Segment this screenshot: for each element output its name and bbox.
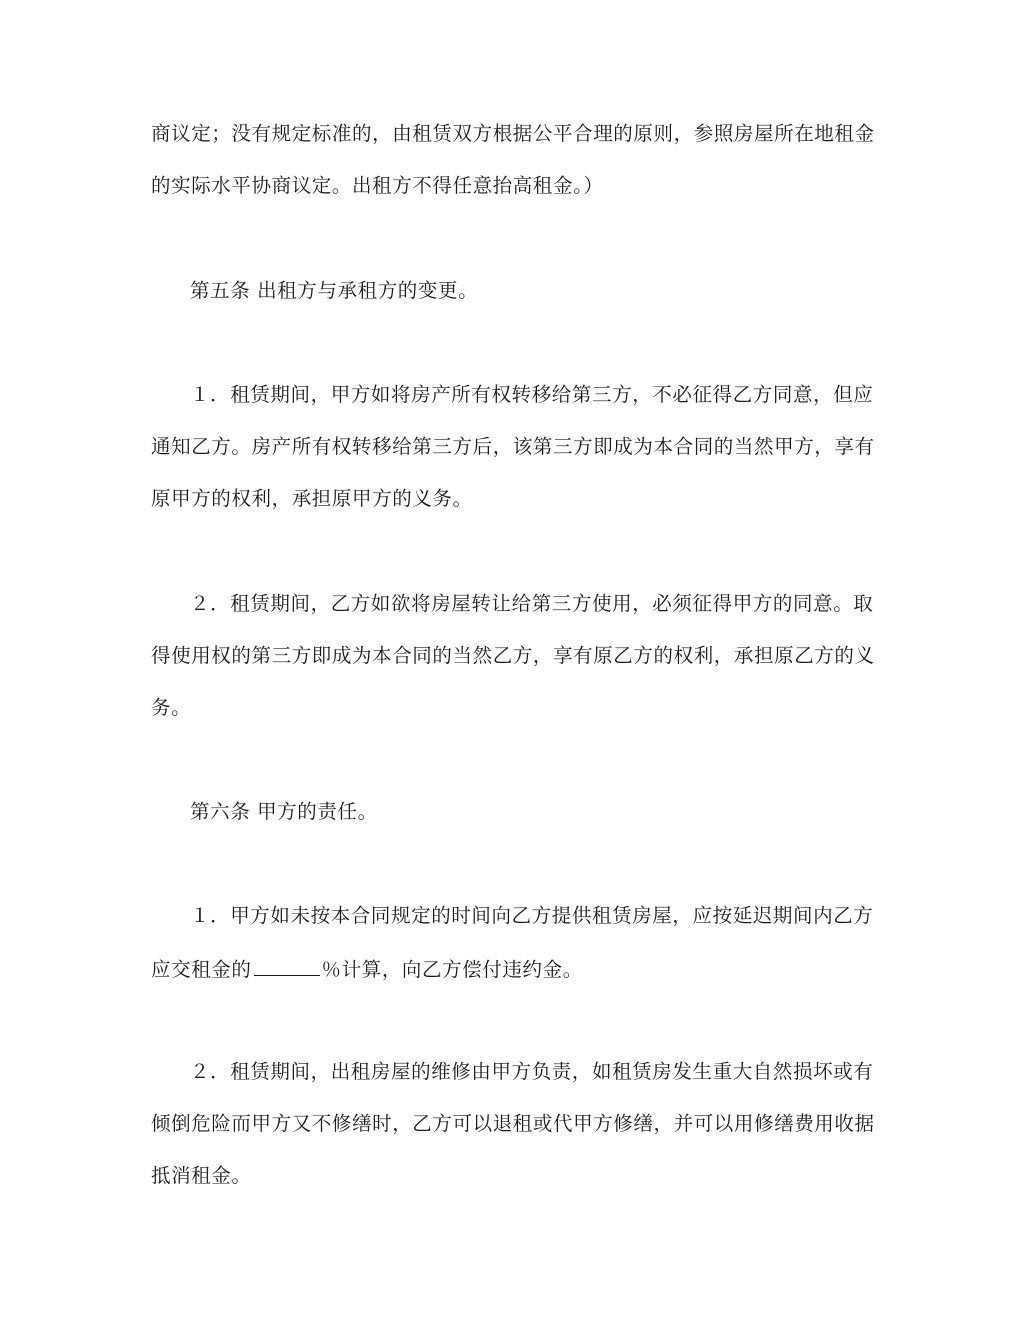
paragraph-line: １．租赁期间，甲方如将房产所有权转移给第三方，不必征得乙方同意，但应	[190, 383, 874, 406]
paragraph-line: 的实际水平协商议定。出租方不得任意抬高租金。）	[151, 174, 604, 197]
paragraph-line: 商议定；没有规定标准的，由租赁双方根据公平合理的原则，参照房屋所在地租金	[151, 122, 875, 145]
paragraph-line	[151, 955, 871, 983]
text-segment: 应交租金的	[151, 958, 252, 981]
paragraph-line: ２．租赁期间，乙方如欲将房屋转让给第三方使用，必须征得甲方的同意。取	[190, 592, 874, 615]
paragraph-line: 倾倒危险而甲方又不修缮时，乙方可以退租或代甲方修缮，并可以用修缮费用收据	[151, 1112, 875, 1135]
paragraph-line: 抵消租金。	[151, 1164, 252, 1187]
article-heading: 第五条 出租方与承租方的变更。	[190, 279, 479, 302]
fill-in-blank	[254, 955, 320, 976]
paragraph-line: 务。	[151, 696, 192, 719]
text-segment: ％计算，向乙方偿付违约金。	[321, 958, 583, 981]
paragraph-line: 通知乙方。房产所有权转移给第三方后，该第三方即成为本合同的当然甲方，享有	[151, 435, 875, 458]
paragraph-line: 得使用权的第三方即成为本合同的当然乙方，享有原乙方的权利，承担原乙方的义	[151, 644, 875, 667]
paragraph-line: 原甲方的权利，承担原甲方的义务。	[151, 487, 473, 510]
article-heading: 第六条 甲方的责任。	[190, 800, 378, 823]
paragraph-line: ２．租赁期间，出租房屋的维修由甲方负责，如租赁房发生重大自然损坏或有	[190, 1060, 874, 1083]
paragraph-line: １．甲方如未按本合同规定的时间向乙方提供租赁房屋，应按延迟期间内乙方	[190, 904, 874, 927]
